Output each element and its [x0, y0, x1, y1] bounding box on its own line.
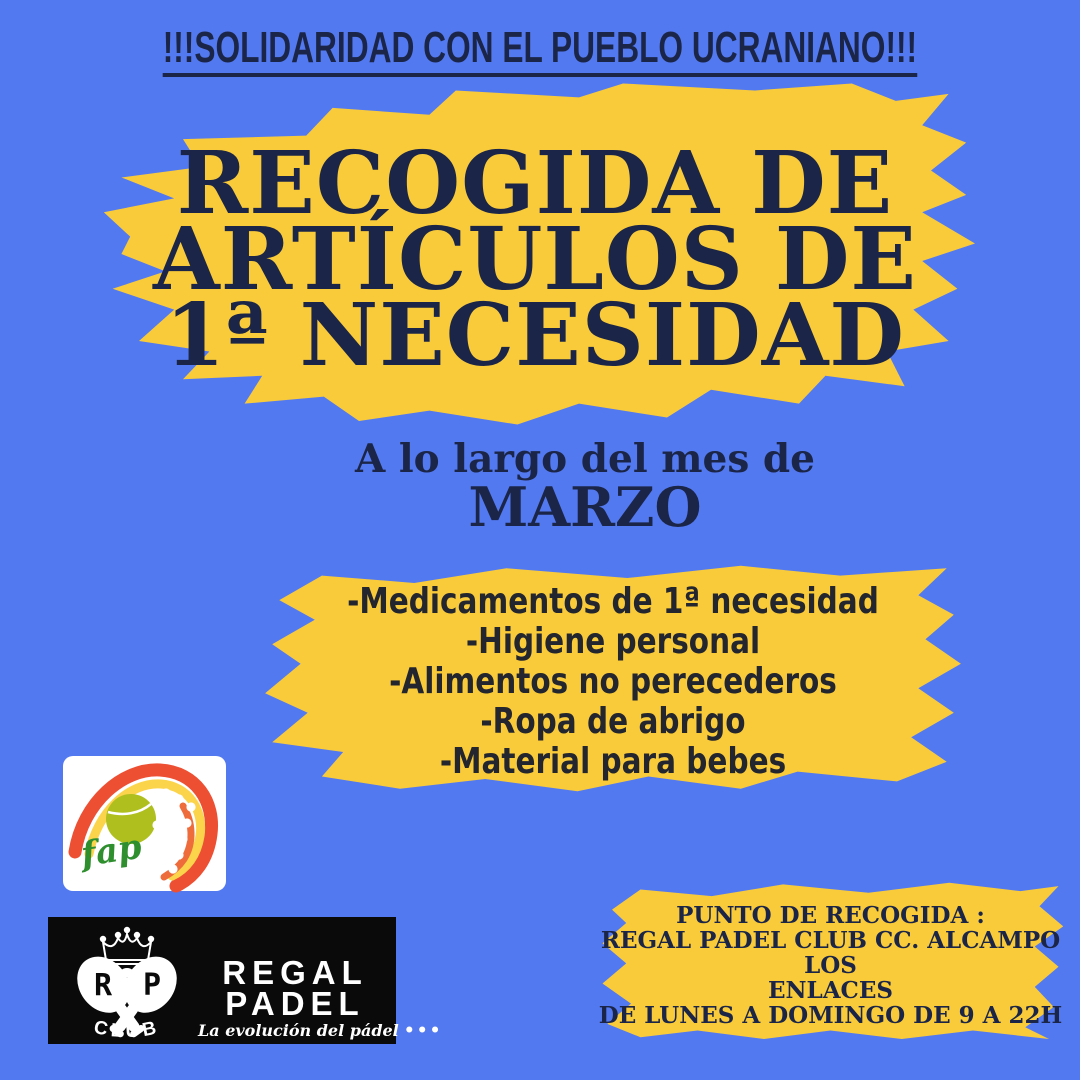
- list-item: -Higiene personal: [465, 621, 761, 662]
- pickup-info: [598, 903, 1063, 1028]
- fap-wordmark: fap: [78, 826, 145, 875]
- tagline-text: La evolución del pádel: [198, 1021, 399, 1040]
- racket-letter-r: R: [93, 968, 113, 1003]
- pickup-line-3: ENLACES: [767, 977, 894, 1004]
- regal-wordmark: [198, 954, 392, 1022]
- subtitle-line-2: MARZO: [468, 475, 702, 539]
- tagline-dots: •••: [403, 1021, 443, 1041]
- pickup-line-1: PUNTO DE RECOGIDA :: [676, 902, 985, 929]
- title-line-3: 1ª NECESIDAD: [164, 285, 906, 386]
- list-item: -Ropa de abrigo: [480, 701, 746, 742]
- main-title: [95, 133, 975, 386]
- pickup-line-4: DE LUNES A DOMINGO DE 9 A 22H: [598, 1002, 1063, 1029]
- list-item: -Alimentos no perecederos: [389, 661, 837, 702]
- title-line-2: ARTÍCULOS DE: [153, 209, 917, 310]
- regal-padel-club-logo: [48, 917, 443, 1044]
- header-banner: [0, 23, 1080, 77]
- regal-emblem: [50, 917, 200, 1044]
- subtitle: [90, 436, 1080, 539]
- fap-logo-graphic: [63, 756, 226, 891]
- crown-icon: [101, 928, 153, 964]
- regal-name-line-2: PADEL: [225, 985, 365, 1022]
- header-text: !!!SOLIDARIDAD CON EL PUEBLO UCRANIANO!!!: [163, 26, 917, 77]
- title-line-1: RECOGIDA DE: [176, 133, 894, 234]
- list-item: -Material para bebes: [439, 741, 787, 782]
- list-item: -Medicamentos de 1ª necesidad: [347, 581, 879, 622]
- racket-letter-p: P: [142, 968, 162, 1003]
- regal-name-line-1: REGAL: [222, 954, 368, 991]
- club-label: CLUB: [91, 1017, 163, 1043]
- regal-tagline: [198, 1021, 443, 1041]
- pickup-line-2: REGAL PADEL CLUB CC. ALCAMPO LOS: [600, 927, 1061, 979]
- subtitle-line-1: A lo largo del mes de: [355, 436, 815, 482]
- fap-federation-logo: [63, 756, 226, 891]
- donation-items-list: [325, 582, 901, 782]
